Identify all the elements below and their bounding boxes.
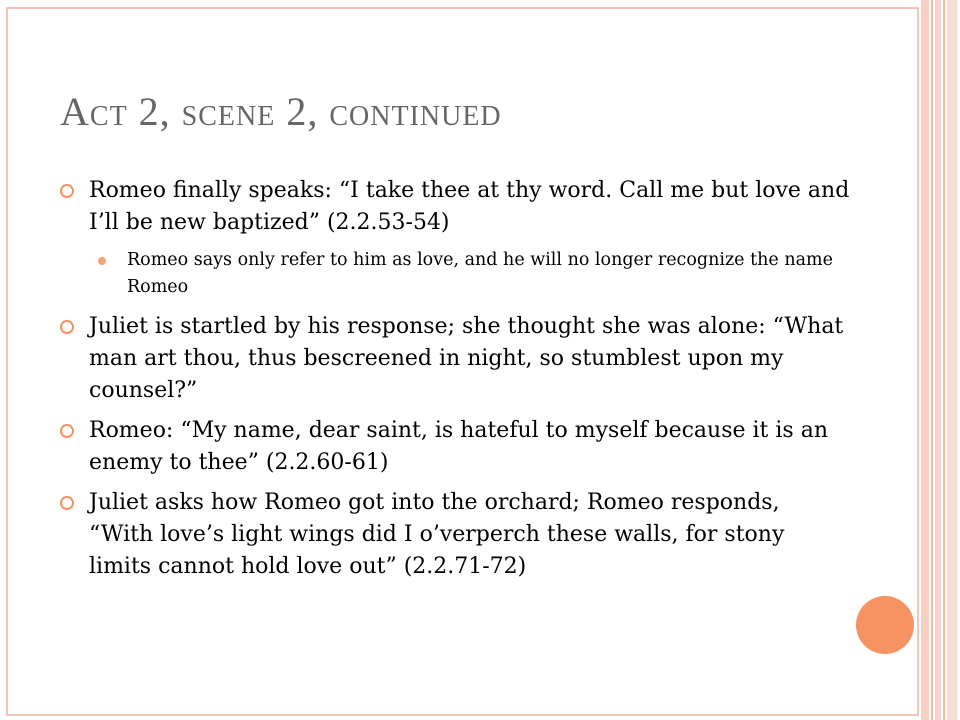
bullet-list xyxy=(60,175,850,591)
slide-title: Act 2, scene 2, continued xyxy=(60,89,502,134)
circle-outline-icon xyxy=(60,424,74,438)
decor-stripe xyxy=(947,0,957,720)
bullet-item xyxy=(60,311,850,407)
circle-outline-icon xyxy=(60,320,74,334)
bullet-item xyxy=(60,415,850,479)
filled-dot-icon xyxy=(98,257,106,265)
sub-bullet-item xyxy=(60,247,850,301)
circle-outline-icon xyxy=(60,184,74,198)
bullet-item xyxy=(60,487,850,583)
bullet-text: Romeo finally speaks: “I take thee at thy word. Call me but love and I’ll be new baptized” (2.2.53-54) xyxy=(89,178,850,235)
decor-stripe xyxy=(931,0,933,720)
decor-stripe xyxy=(935,0,941,720)
decor-stripe xyxy=(943,0,945,720)
decor-stripe xyxy=(921,0,929,720)
circle-outline-icon xyxy=(60,496,74,510)
bullet-text: Juliet is startled by his response; she thought she was alone: “What man art thou, thus bescreened in night, so stumblest upon my counsel?” xyxy=(89,314,844,403)
decor-circle xyxy=(856,596,914,654)
bullet-item xyxy=(60,175,850,239)
sub-bullet-text: Romeo says only refer to him as love, and he will no longer recognize the name Romeo xyxy=(127,250,833,297)
bullet-text: Romeo: “My name, dear saint, is hateful to myself because it is an enemy to thee” (2.2.60-61) xyxy=(89,418,828,475)
bullet-text: Juliet asks how Romeo got into the orchard; Romeo responds, “With love’s light wings did I o’verperch these walls, for stony limits cannot hold love out” (2.2.71-72) xyxy=(89,490,785,579)
